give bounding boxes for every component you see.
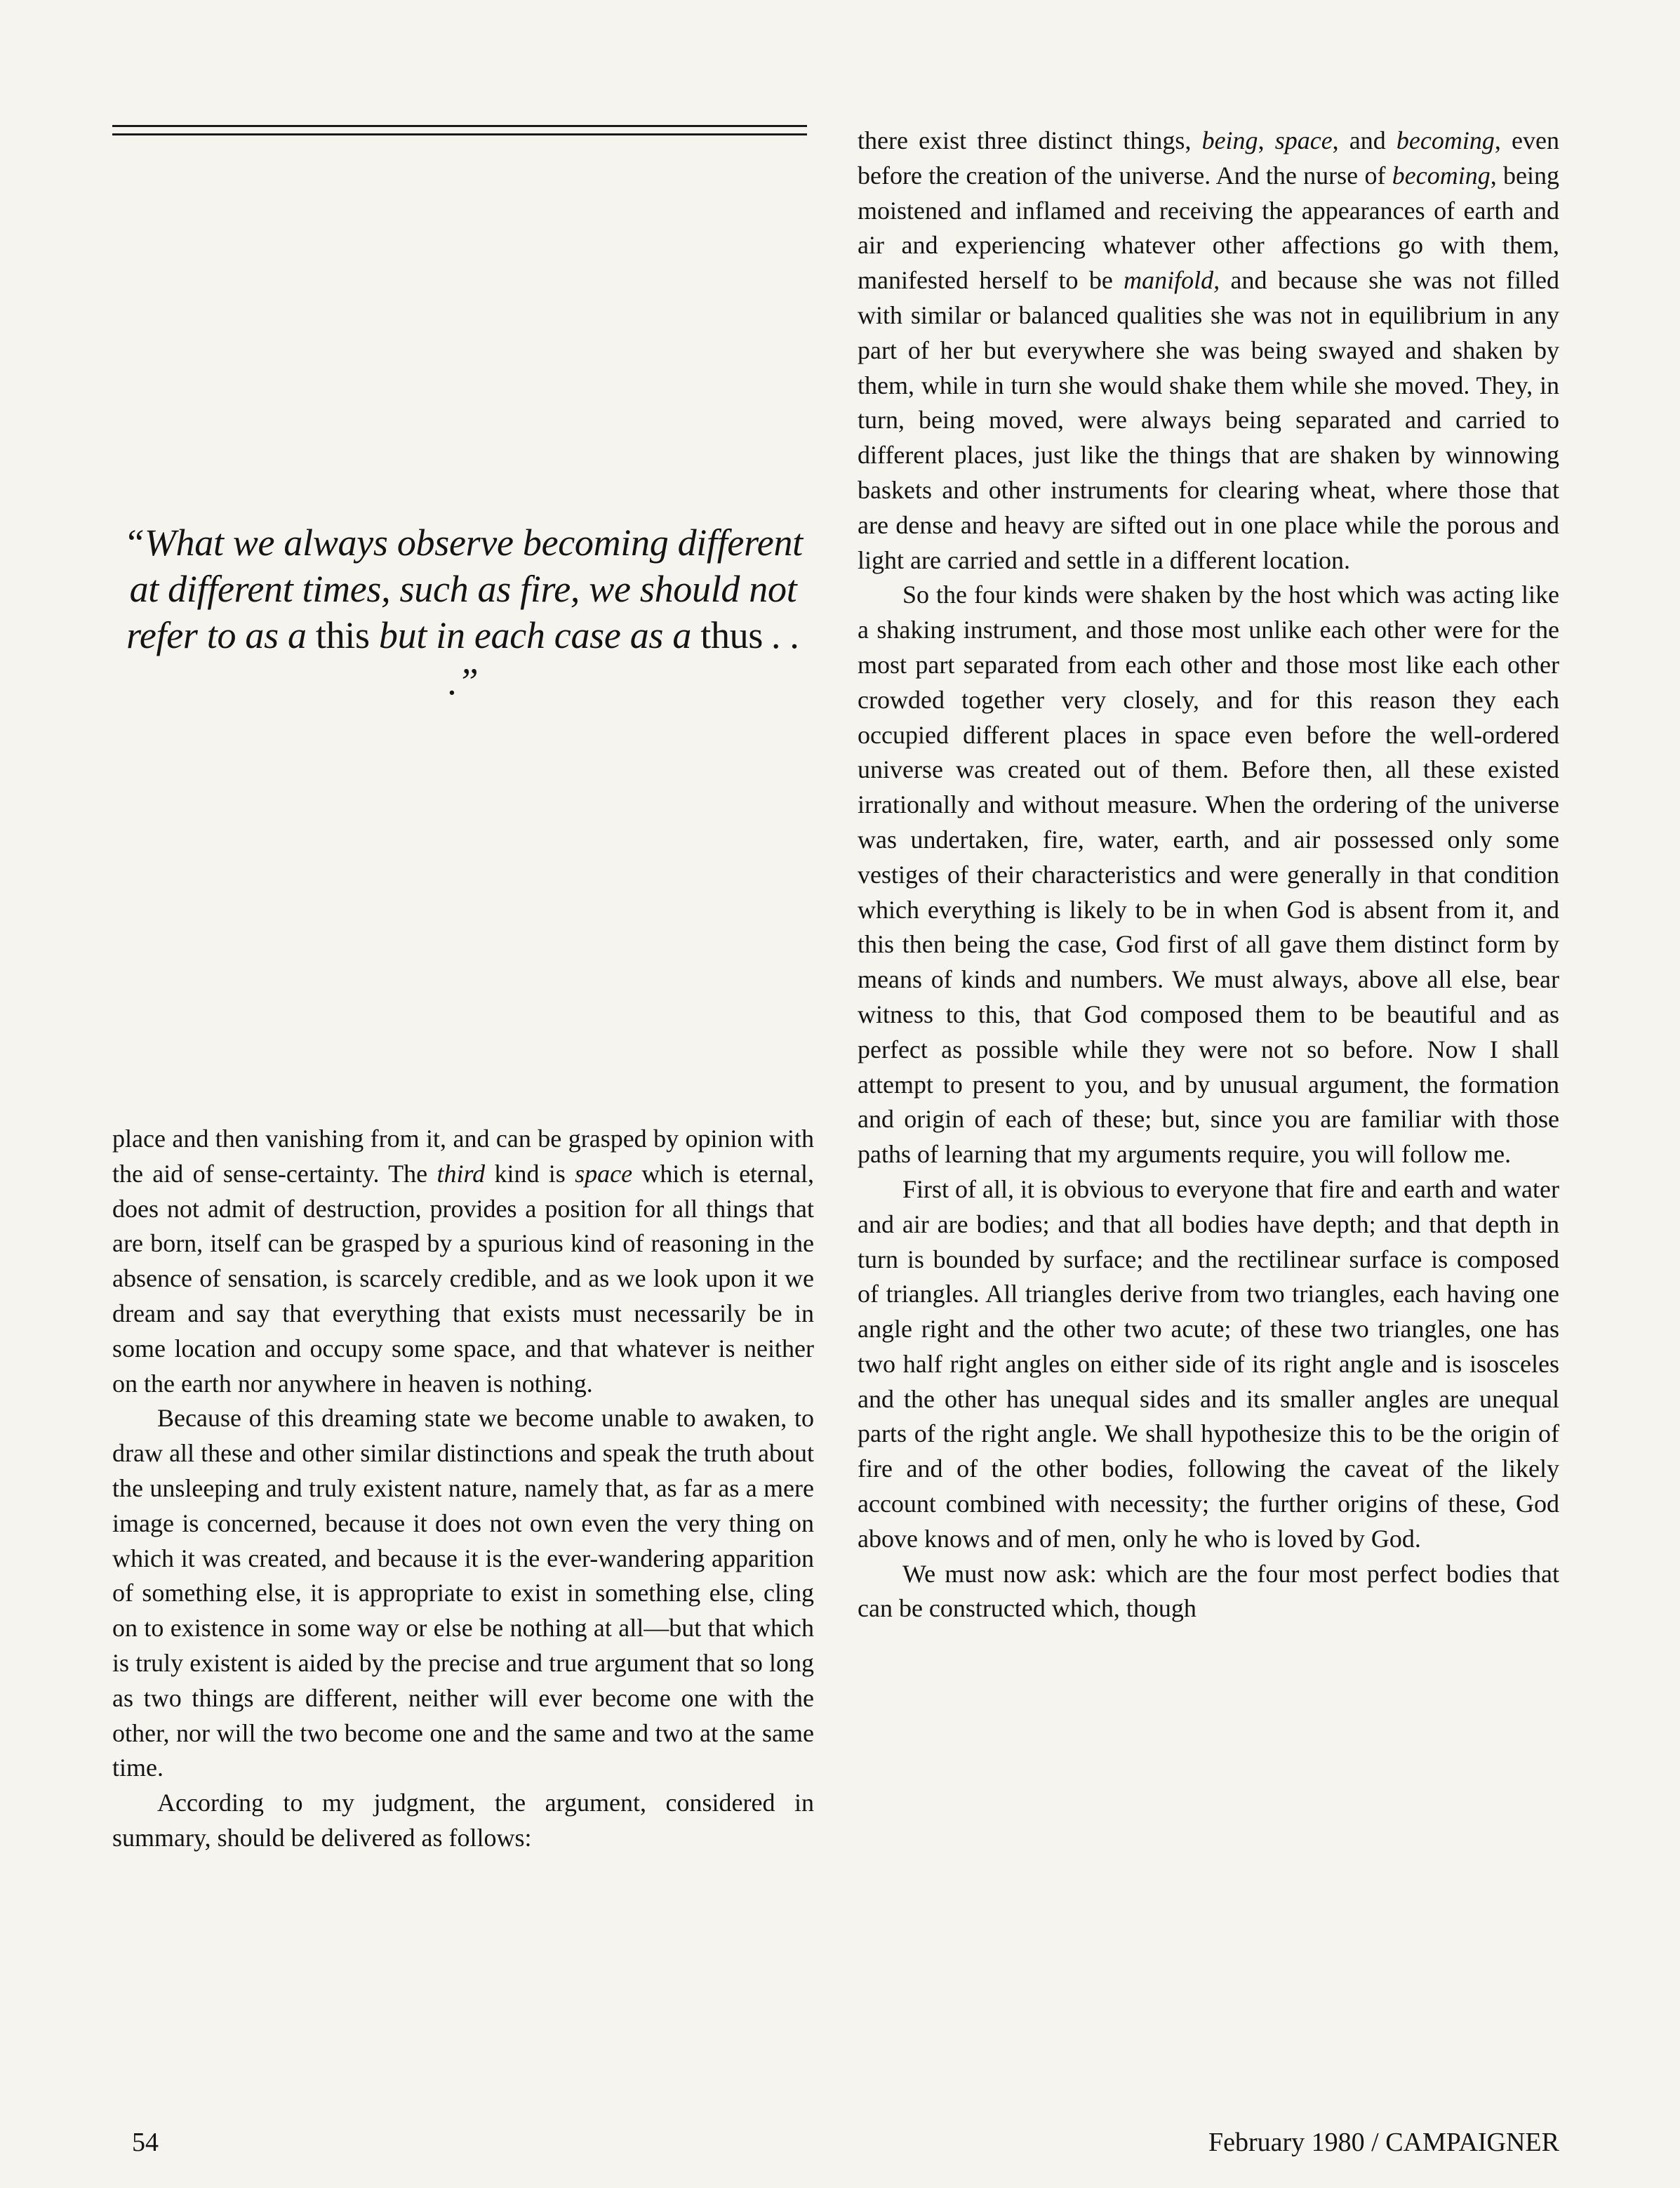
left-column (112, 1122, 814, 1856)
paragraph (112, 1122, 814, 1401)
pull-quote-word-this: this (315, 614, 370, 656)
paragraph-text: place and then vanishing from it, and can be grasped by opinion with the aid of sense-certainty. The (112, 1125, 814, 1188)
emphasis-space: space (1274, 126, 1333, 154)
right-column (858, 124, 1559, 1626)
pull-quote-text: “What we always observe becoming different at different times, such as fire, we should not refer to as a (124, 522, 803, 656)
emphasis-space: space (575, 1159, 633, 1188)
page-number: 54 (132, 2128, 159, 2157)
paragraph-text: kind is (485, 1159, 575, 1188)
paragraph-text: there exist three distinct things, (858, 126, 1202, 154)
pull-quote-text: . . .” (448, 614, 800, 703)
paragraph: According to my judgment, the argument, considered in summary, should be delivered as follows: (112, 1789, 814, 1852)
paragraph-text: , (1258, 126, 1275, 154)
paragraph: So the four kinds were shaken by the host which was acting like a shaking instrument, and those most unlike each other were for the most part separated from each other and those most like each other crowded together very closely, and for this reason they each occupied different places in space even before the well-ordered universe was created out of them. Before then, all these existed irrationally and without measure. When the ordering of the universe was undertaken, fire, water, earth, and air possessed only some vestiges of their characteristics and were generally in that condition which everything is likely to be in when God is absent from it, and this then being the case, God first of all gave them distinct form by means of kinds and numbers. We must always, above all else, bear witness to this, that God composed them to be beautiful and as perfect as possible while they were not so before. Now I shall attempt to present to you, and by unusual argument, the formation and origin of each of these; but, since you are familiar with those paths of learning that my arguments require, you will follow me. (858, 581, 1559, 1169)
pull-quote-word-thus: thus (700, 614, 764, 656)
paragraph: Because of this dreaming state we become unable to awaken, to draw all these and other similar distinctions and speak the truth about the unsleeping and truly existent nature, namely that, as far as a mere image is concerned, because it does not own even the very thing on which it was created, and because it is the ever-wandering apparition of something else, it is appropriate to exist in something else, cling on to existence in some way or else be nothing at all—but that which is truly existent is aided by the precise and true argument that so long as two things are different, neither will ever become one with the other, nor will the two become one and the same and two at the same time. (112, 1404, 814, 1782)
paragraph-text: and because she was not filled with similar or balanced qualities she was not in equilibrium in any part of her but everywhere she was being swayed and shaken by them, while in turn she would shake them while she moved. They, in turn, being moved, were always being separated and carried to different places, just like the things that are shaken by winnowing baskets and other instruments for clearing wheat, where those that are dense and heavy are sifted out in one place while the porous and light are carried and settle in a different location. (858, 266, 1559, 574)
emphasis-becoming: becoming (1392, 161, 1491, 190)
paragraph (858, 124, 1559, 578)
pull-quote-text: but in each case as a (369, 614, 701, 656)
paragraph-text: , and (1332, 126, 1396, 154)
paragraph-text: , even before the creation of the universe. And the nurse of (858, 126, 1559, 190)
paragraph: We must now ask: which are the four most perfect bodies that can be constructed which, though (858, 1559, 1559, 1623)
emphasis-third: third (436, 1159, 486, 1188)
publication-footer: February 1980 / CAMPAIGNER (1208, 2128, 1559, 2157)
paragraph: First of all, it is obvious to everyone that fire and earth and water and air are bodies; and that all bodies have depth; and that depth in turn is bounded by surface; and the rectilinear surface is composed of triangles. All triangles derive from two triangles, each having one angle right and the other two acute; of these two triangles, one has two half right angles on either side of its right angle and is isosceles and the other has unequal sides and its smaller angles are unequal parts of the right angle. We shall hypothesize this to be the origin of fire and of the other bodies, following the caveat of the likely account combined with necessity; the further origins of these, God above knows and of men, only he who is loved by God. (858, 1174, 1559, 1553)
pull-quote (112, 519, 814, 705)
emphasis-manifold: manifold, (1124, 266, 1220, 295)
emphasis-becoming: becoming (1396, 126, 1495, 154)
paragraph-text: , being moistened and inflamed and receiving the appearances of earth and air and experiencing whatever other affections go with them, manifested herself to be (858, 161, 1560, 295)
emphasis-being: being (1201, 126, 1258, 154)
paragraph-text: which is eternal, does not admit of destruction, provides a position for all things that are born, itself can be grasped by a spurious kind of reasoning in the absence of sensation, is scarcely credible, and as we look upon it we dream and say that everything that exists must necessarily be in some location and occupy some space, and that whatever is neither on the earth nor anywhere in heaven is nothing. (112, 1159, 815, 1398)
top-rule (112, 125, 807, 127)
top-rule-second (112, 133, 807, 135)
